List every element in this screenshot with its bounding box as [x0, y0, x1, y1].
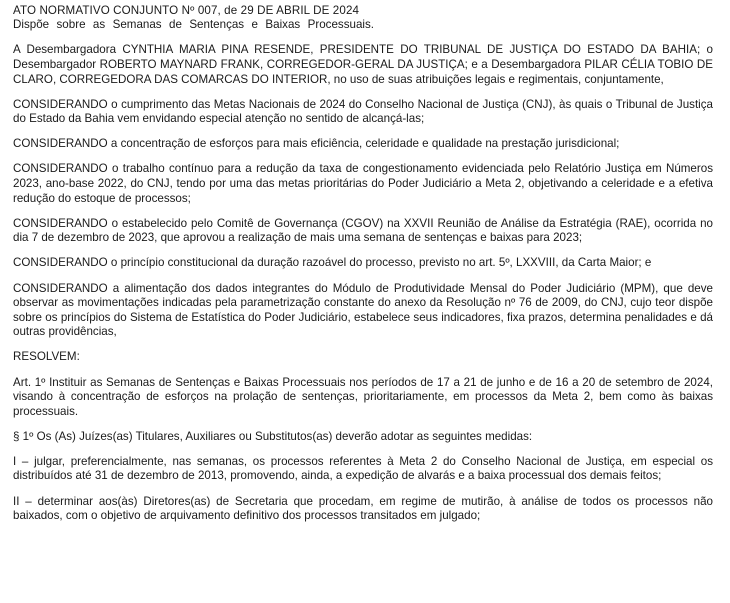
recital-paragraph-5: CONSIDERANDO o princípio constitucional da duração razoável do processo, previsto no art. 5º, LXXVIII, da Carta Maior; e — [13, 256, 652, 270]
document-title: ATO NORMATIVO CONJUNTO Nº 007, de 29 DE ABRIL DE 2024 — [13, 4, 360, 17]
inciso-ii-clause: II – determinar aos(às) Diretores(as) de Secretaria que procedam, em regime de mutirão, à análise de todos os processos não baixados, com o objetivo de arquivamento definitivo dos processos transitados em julgado; — [13, 494, 713, 523]
recital-paragraph-4: CONSIDERANDO o estabelecido pelo Comitê de Governança (CGOV) na XXVII Reunião de Análise da Estratégia (RAE), ocorrida no dia 7 de dezembro de 2023, que aprovou a realização de mais uma semana de sentenças e baixas para 2023; — [13, 216, 713, 245]
document-heading — [13, 4, 713, 32]
inciso-i-clause: I – julgar, preferencialmente, nas semanas, os processos referentes à Meta 2 do Conselho Nacional de Justiça, em especial os distribuídos até 31 de dezembro de 2013, promovendo, ainda, a expedição de alvarás e a baixa processual dos demais feitos; — [13, 454, 713, 483]
enactment-clause: RESOLVEM: — [13, 350, 80, 364]
recital-paragraph-3: CONSIDERANDO o trabalho contínuo para a redução da taxa de congestionamento evidenciada pelo Relatório Justiça em Números 2023, ano-base 2022, do CNJ, tendo por uma das metas prioritárias do Poder Judiciário a Meta 2, objetivando a celeridade e a efetiva redução do estoque de processos; — [13, 162, 713, 205]
paragraph-1-clause: § 1º Os (As) Juízes(as) Titulares, Auxiliares ou Substitutos(as) deverão adotar as seguintes medidas: — [13, 429, 533, 443]
recital-paragraph-2: CONSIDERANDO a concentração de esforços para mais eficiência, celeridade e qualidade na prestação jurisdicional; — [13, 137, 620, 151]
article-1-paragraph: Art. 1º Instituir as Semanas de Sentenças e Baixas Processuais nos períodos de 17 a 21 de junho e de 16 a 20 de setembro de 2024, visando à concentração de esforços na prolação de sentenças, prioritariamente, em processos da Meta 2, bem como às baixas processuais. — [13, 375, 713, 418]
recital-paragraph-1: CONSIDERANDO o cumprimento das Metas Nacionais de 2024 do Conselho Nacional de Justiça (CNJ), às quais o Tribunal de Justiça do Estado da Bahia vem envidando especial atenção no sentido de alcançá-las; — [13, 97, 713, 126]
recital-paragraph-6: CONSIDERANDO a alimentação dos dados integrantes do Módulo de Produtividade Mensal do Poder Judiciário (MPM), que deve observar as movimentações indicadas pela parametrização constante do anexo da Resolução nº 76 de 2009, do CNJ, cujo teor dispõe sobre os princípios do Sistema de Estatística do Poder Judiciário, estabelece seus indicadores, fixa prazos, determina penalidades e dá outras providências, — [13, 281, 713, 339]
preamble-paragraph: A Desembargadora CYNTHIA MARIA PINA RESENDE, PRESIDENTE DO TRIBUNAL DE JUSTIÇA DO ESTADO DA BAHIA; o Desembargador ROBERTO MAYNARD FRANK, CORREGEDOR-GERAL DA JUSTIÇA; e a Desembargadora PILAR CÉLIA TOBIO DE CLARO, CORREGEDORA DAS COMARCAS DO INTERIOR, no uso de suas atribuições legais e regimentais, conjuntamente, — [13, 43, 713, 86]
document-subtitle: Dispõe sobre as Semanas de Sentenças e Baixas Processuais. — [13, 18, 374, 32]
